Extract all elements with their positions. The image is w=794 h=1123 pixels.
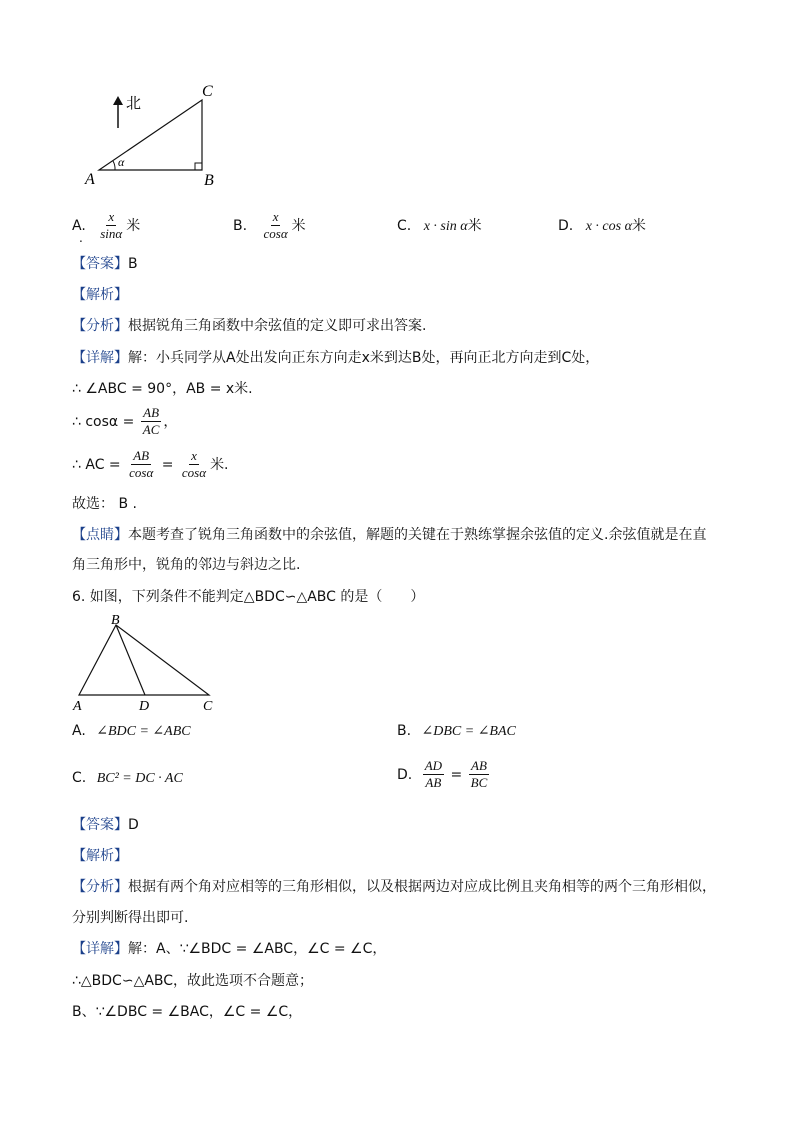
q6-analysis-tag: 【解析】 xyxy=(72,848,128,864)
q5-line-1: ∴ ∠ABC = 90°，AB = x米. xyxy=(72,381,253,397)
north-arrowhead-icon xyxy=(113,96,123,105)
option-d-eq: = xyxy=(450,766,463,783)
line2-numerator: AB xyxy=(141,406,161,422)
point-a-label: A xyxy=(85,171,95,188)
line3-numerator-2: x xyxy=(189,449,199,465)
option-a-expr: ∠BDC = ∠ABC xyxy=(96,724,191,739)
option-label: D. xyxy=(397,766,413,783)
line2-denominator: AC xyxy=(142,422,160,438)
q6-line-2: B、∵∠DBC = ∠BAC，∠C = ∠C， xyxy=(72,1004,303,1020)
q5-answer xyxy=(72,257,138,271)
q5-option-b xyxy=(233,210,306,242)
q5-detail xyxy=(72,351,599,365)
figure-right-triangle xyxy=(80,78,230,193)
line3-numerator-1: AB xyxy=(131,449,151,465)
point-b-label: B xyxy=(111,613,120,628)
q6-detail xyxy=(72,942,386,956)
q5-option-a-dot: . xyxy=(79,231,83,245)
q6-option-d xyxy=(397,759,491,791)
q5-line-3 xyxy=(72,449,229,481)
detail-tag: 【详解】 xyxy=(72,941,128,957)
north-label: 北 xyxy=(126,96,142,112)
line3-eq: = xyxy=(161,456,174,473)
q6-option-a xyxy=(72,724,191,739)
detail-tag: 【详解】 xyxy=(72,350,128,366)
option-label: C. xyxy=(72,770,87,786)
point-a-label: A xyxy=(73,699,82,714)
option-d-expr: x · cos α xyxy=(585,219,632,234)
option-b-numerator: x xyxy=(271,210,281,226)
option-a-denominator: sinα xyxy=(100,226,123,242)
option-b-expr: ∠DBC = ∠BAC xyxy=(421,724,516,739)
q5-option-d xyxy=(558,219,646,234)
line3-lhs: ∴ AC = xyxy=(72,456,121,473)
option-b-denominator: cosα xyxy=(263,226,288,242)
dianjing-text-1: 本题考查了锐角三角函数中的余弦值，解题的关键在于熟练掌握余弦值的定义.余弦值就是在直 xyxy=(128,527,707,543)
angle-alpha-arc xyxy=(113,161,115,170)
figure-triangle-abcd xyxy=(68,612,228,714)
point-c-label: C xyxy=(203,699,213,714)
option-d-numerator-2: AB xyxy=(469,759,489,775)
dianjing-tag: 【点睛】 xyxy=(72,527,128,543)
option-label: D. xyxy=(558,218,574,234)
q6-stem: 6. 如图，下列条件不能判定△BDC∽△ABC 的是（ ） xyxy=(72,589,425,605)
triangle-abc xyxy=(99,100,202,170)
answer-value: B xyxy=(128,256,138,272)
option-d-unit: 米 xyxy=(631,218,646,234)
q6-answer xyxy=(72,818,139,832)
q5-dianjing-2: 角三角形中，锐角的邻边与斜边之比. xyxy=(72,557,301,573)
line3-end: 米. xyxy=(210,456,229,473)
q5-line-2 xyxy=(72,406,177,438)
q6-line-1: ∴△BDC∽△ABC，故此选项不合题意； xyxy=(72,973,314,989)
option-label: A. xyxy=(72,217,86,234)
option-label: B. xyxy=(397,723,412,739)
answer-tag: 【答案】 xyxy=(72,256,128,272)
q5-choose: 故选： B . xyxy=(72,496,137,512)
line3-denominator-1: cosα xyxy=(129,465,154,481)
option-label: C. xyxy=(397,218,412,234)
q6-option-c xyxy=(72,771,183,786)
line2-end: ， xyxy=(163,413,178,430)
q6-option-b xyxy=(397,724,516,739)
option-c-expr: x · sin α xyxy=(423,219,468,234)
line3-denominator-2: cosα xyxy=(181,465,207,481)
detail-text: 解：A、∵∠BDC = ∠ABC，∠C = ∠C， xyxy=(128,941,387,957)
q6-fenxi xyxy=(72,880,716,894)
right-angle-mark xyxy=(195,163,202,170)
point-b-label: B xyxy=(204,172,214,189)
option-c-unit: 米 xyxy=(467,218,482,234)
option-d-denominator-2: BC xyxy=(470,775,488,791)
point-c-label: C xyxy=(202,83,213,100)
q5-option-c xyxy=(397,219,482,234)
answer-tag: 【答案】 xyxy=(72,817,128,833)
q5-fenxi xyxy=(72,319,426,333)
triangle-abc xyxy=(79,625,209,695)
q5-dianjing xyxy=(72,528,706,542)
option-a-unit: 米 xyxy=(126,217,141,234)
fenxi-tag: 【分析】 xyxy=(72,318,128,334)
option-label: B. xyxy=(233,217,248,234)
option-a-numerator: x xyxy=(106,210,116,226)
option-b-unit: 米 xyxy=(291,217,306,234)
q6-fenxi-2: 分别判断得出即可. xyxy=(72,910,189,926)
fenxi-text-1: 根据有两个角对应相等的三角形相似，以及根据两边对应成比例且夹角相等的两个三角形相似， xyxy=(128,879,716,895)
point-d-label: D xyxy=(139,699,150,714)
line2-lhs: ∴ cosα = xyxy=(72,413,135,430)
answer-value: D xyxy=(128,817,139,833)
option-c-expr: BC² = DC · AC xyxy=(96,771,183,786)
fenxi-tag: 【分析】 xyxy=(72,879,128,895)
detail-text: 解：小兵同学从A处出发向正东方向走x米到达B处，再向正北方向走到C处， xyxy=(128,350,600,366)
option-d-denominator-1: AB xyxy=(425,775,442,791)
fenxi-text: 根据锐角三角函数中余弦值的定义即可求出答案. xyxy=(128,318,427,334)
alpha-label: α xyxy=(118,155,125,169)
q5-analysis-tag: 【解析】 xyxy=(72,287,128,303)
option-label: A. xyxy=(72,723,86,739)
option-d-numerator-1: AD xyxy=(423,759,444,775)
